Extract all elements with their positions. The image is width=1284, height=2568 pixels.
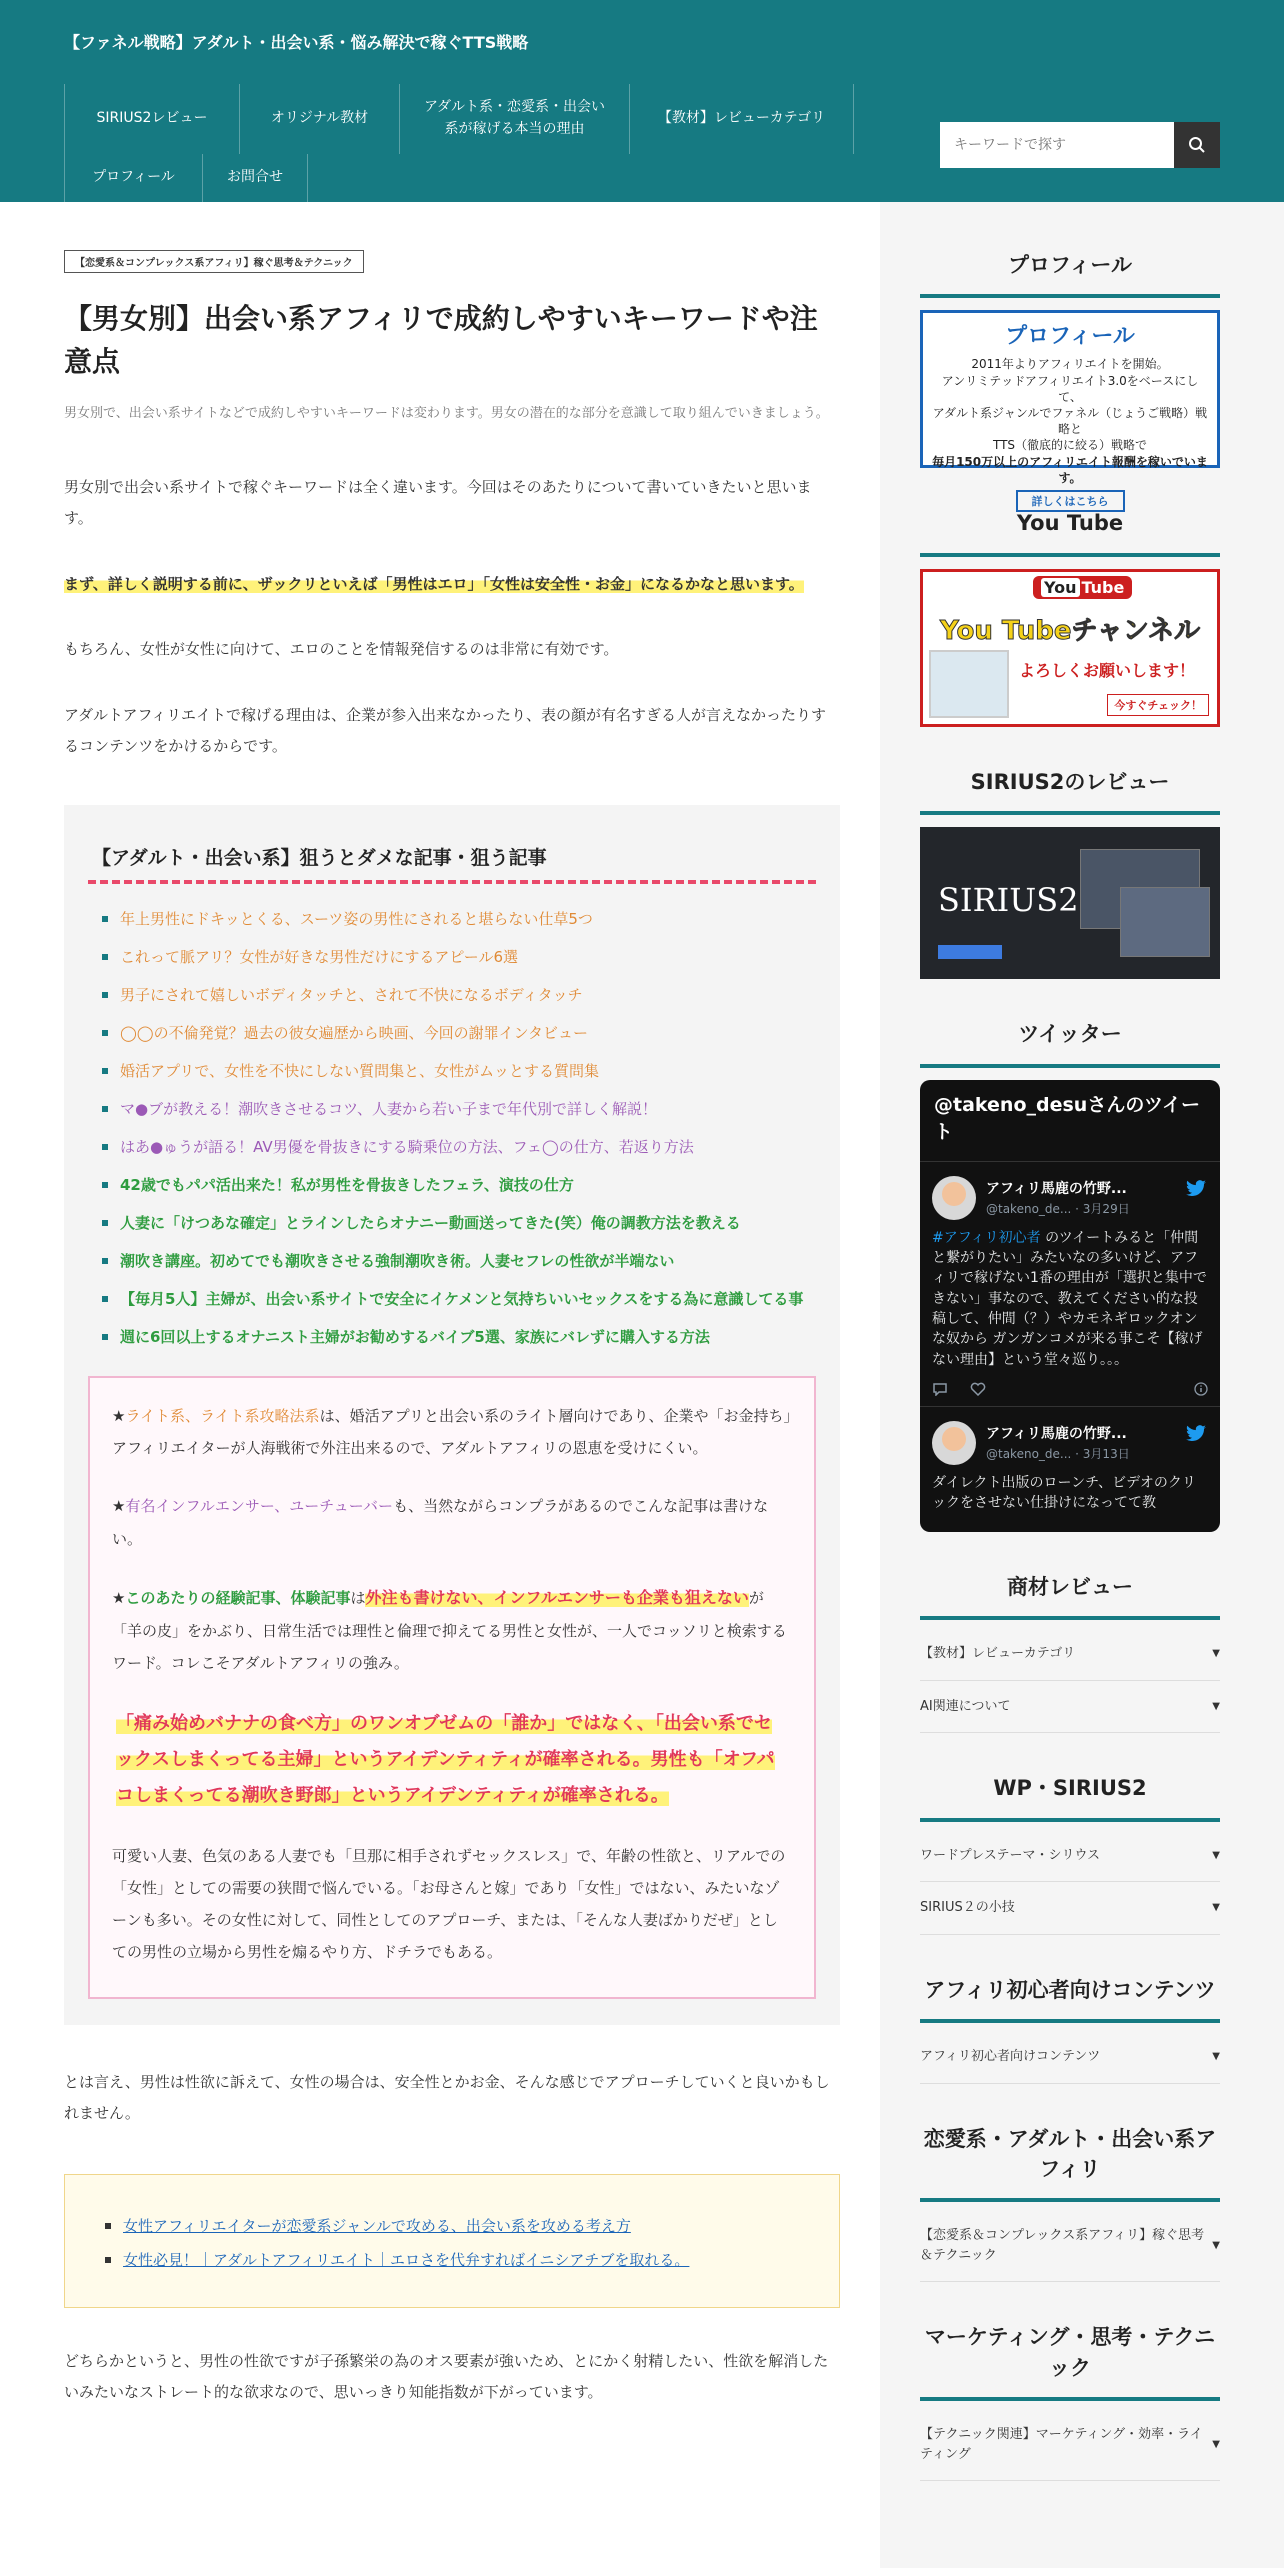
category-link[interactable]: 【恋愛系＆コンプレックス系アフィリ】稼ぐ思考＆テクニック [920, 2228, 1205, 2263]
list-item[interactable]: 【毎月5人】主婦が、出会い系サイトで安全にイケメンと気持ちいいセックスをする為に意識してる事 [102, 1280, 816, 1318]
list-item [105, 2243, 799, 2277]
paragraph-5: とは言え、男性は性欲に訴えて、女性の場合は、安全性とかお金、そんな感じでアプローチしていくと良いかもしれません。 [64, 2072, 830, 2123]
youtube-channel-title: You Tubeチャンネル [940, 615, 1200, 646]
widget-youtube [920, 508, 1220, 726]
widget-title: 商材レビュー [920, 1572, 1220, 1620]
profile-more-button[interactable]: 詳しくはこちら [1016, 490, 1125, 512]
widget-sirius [920, 767, 1220, 979]
tweet-handle: @takeno_de... · 3月13日 [986, 1447, 1130, 1462]
list-item[interactable]: 男子にされて嬉しいボディタッチと、されて不快になるボディタッチ [102, 976, 816, 1014]
site-header [0, 0, 1284, 202]
youtube-banner[interactable] [920, 569, 1220, 727]
category-link[interactable]: SIRIUS２の小技 [920, 1900, 1015, 1916]
profile-line: 2011年よりアフィリエイトを開始。 [971, 357, 1169, 372]
related-links [105, 2209, 799, 2277]
nav-row-1 [64, 84, 884, 154]
category-list [920, 2409, 1220, 2481]
list-item[interactable]: はあ●ゅうが語る！AV男優を骨抜きにする騎乗位の方法、フェ◯の仕方、若返り方法 [102, 1128, 816, 1166]
article-list-box [64, 805, 840, 2025]
category-list [920, 1628, 1220, 1733]
chevron-down-icon[interactable]: ▼ [1212, 1648, 1220, 1660]
profile-line: アンリミテッドアフィリエイト3.0をベースにして、 [941, 373, 1199, 404]
tweet-author [932, 1421, 1208, 1465]
box-title: 【アダルト・出会い系】狙うとダメな記事・狙う記事 [88, 843, 816, 884]
list-item[interactable]: ◯◯の不倫発覚？過去の彼女遍歴から映画、今回の謝罪インタビュー [102, 1014, 816, 1052]
search-button[interactable] [1174, 122, 1220, 168]
tweet-author-name[interactable]: アフィリ馬鹿の竹野... [986, 1426, 1127, 1443]
category-list [920, 2031, 1220, 2084]
widget-title: ツイッター [920, 1019, 1220, 1067]
youtube-logo-you: You [1041, 578, 1080, 597]
profile-text [931, 356, 1209, 486]
article [64, 250, 840, 2409]
list-item[interactable]: 人妻に「けつあな確定」とラインしたらオナニー動画送ってきた(笑）俺の調教方法を教える [102, 1204, 816, 1242]
widget-title: マーケティング・思考・テクニック [920, 2322, 1220, 2401]
article-link-list [88, 900, 816, 1356]
search-form [940, 122, 1220, 168]
identity-highlight: 「痛み始めバナナの食べ方」のワンオブゼムの「誰か」ではなく、「出会い系でセックスしまくってる主婦」というアイデンティティが確率される。男性も「オフパコしまくってる潮吹き野郎」というアイデンティティが確率される。 [116, 1712, 775, 1806]
explanation-text: は、婚活アプリと出会い系のライト層向けであり、企業や「お金持ち」アフィリエイターが人海戦術で外注出来るので、アダルトアフィリの恩恵を受けにくい。 [112, 1406, 792, 1458]
summary-paragraph [64, 569, 840, 601]
star-marker: ★ [112, 1497, 126, 1516]
sirius-logo: SIRIUS2 [938, 881, 1079, 920]
related-link[interactable]: 女性アフィリエイターが恋愛系ジャンルで攻める、出会い系を攻める考え方 [123, 2216, 631, 2235]
tweet-action-group [932, 1382, 986, 1396]
list-item[interactable]: 42歳でもパパ活出来た！私が男性を骨抜きしたフェラ、演技の仕方 [102, 1166, 816, 1204]
avatar [929, 650, 1009, 718]
list-item[interactable]: 婚活アプリで、女性を不快にしない質問集と、女性がムッとする質問集 [102, 1052, 816, 1090]
widget-product-review [920, 1572, 1220, 1733]
avatar[interactable] [932, 1421, 976, 1465]
global-nav [64, 84, 884, 202]
widget-beginner [920, 1975, 1220, 2084]
twitter-bird-icon[interactable] [1186, 1425, 1206, 1441]
explanation-paragraph-5: 可愛い人妻、色気のある人妻でも「旦那に相手されずセックスレス」で、年齢の性欲と、リアルでの「女性」としての需要の狭間で悩んでいる。「お母さんと嫁」であり「女性」ではない、みたいなゾーンも多い。その女性に対して、同性としてのアプローチ、または、「そんな人妻ばかりだぜ」としての男性の立場から男性を煽るやり方、ドチラでもある。 [112, 1846, 786, 1962]
list-item[interactable]: マ●ブが教える！潮吹きさせるコツ、人妻から若い子まで年代別で詳しく解説！ [102, 1090, 816, 1128]
list-item[interactable] [920, 1681, 1220, 1734]
chevron-down-icon[interactable]: ▼ [1212, 2051, 1220, 2063]
nav-item-sirius2-review[interactable]: SIRIUS2レビュー [64, 84, 239, 154]
category-list [920, 2210, 1220, 2282]
nav-row-2 [64, 154, 884, 202]
intro-paragraph: 男女別で出会い系サイトで稼ぐキーワードは全く違います。今回はそのあたりについて書いていきたいと思います。 [64, 477, 812, 528]
category-link[interactable]: ワードプレステーマ・シリウス [920, 1847, 1101, 1863]
explanation-keyword: 有名インフルエンサー、ユーチューバー [125, 1497, 394, 1516]
avatar[interactable] [932, 1176, 976, 1220]
like-icon[interactable] [970, 1382, 986, 1396]
hashtag-link[interactable]: #アフィリ初心者 [932, 1229, 1041, 1246]
list-item[interactable]: 年上男性にドキッとくる、スーツ姿の男性にされると堪らない仕草5つ [102, 900, 816, 938]
summary-highlight: まず、詳しく説明する前に、ザックリといえば「男性はエロ」「女性は安全性・お金」になるかなと思います。 [64, 574, 804, 593]
related-link[interactable]: 女性必見！｜アダルトアフィリエイト｜エロさを代弁すればイニシアチブを取れる。 [123, 2250, 690, 2269]
profile-banner[interactable] [920, 310, 1220, 508]
nav-item-review-category[interactable]: 【教材】レビューカテゴリ [629, 84, 854, 154]
sidebar [920, 250, 1220, 2521]
tweet-names [986, 1178, 1130, 1217]
identity-paragraph [112, 1706, 792, 1814]
screenshot-image [1120, 887, 1210, 957]
tweet-text: ダイレクト出版のローンチ、ビデオのクリックをさせない仕掛けになってて教 [932, 1474, 1196, 1512]
list-item[interactable]: 週に6回以上するオナニスト主婦がお勧めするバイブ5選、家族にバレずに購入する方法 [102, 1318, 816, 1356]
profile-line: アダルト系ジャンルでファネル（じょうご戦略）戦略と [932, 406, 1208, 437]
sirius-cta-shape [938, 945, 1002, 959]
chevron-down-icon[interactable]: ▼ [1212, 1849, 1220, 1861]
youtube-logo [1033, 576, 1132, 599]
tweet-actions [932, 1382, 1208, 1396]
nav-item-why-adult-earns[interactable]: アダルト系・恋愛系・出会い系が稼げる本当の理由 [399, 84, 629, 154]
chevron-down-icon[interactable]: ▼ [1212, 2240, 1220, 2252]
widget-title: 恋愛系・アダルト・出会い系アフィリ [920, 2124, 1220, 2203]
explanation-text: が「羊の皮」をかぶり、日常生活では理性と倫理で抑えてる男性と女性が、一人でコッソリと検索するワード。コレこそアダルトアフィリの強み。 [112, 1588, 787, 1673]
post-description: 男女別で、出会い系サイトなどで成約しやすいキーワードは変わります。男女の潜在的な部分を意識して取り組んでいきましょう。 [64, 405, 829, 421]
explanation-paragraph-3 [112, 1581, 792, 1680]
tweet-body: のツイートみると「仲間と繋がりたい」みたいなの多いけど、アフィリで稼げない1番の理由が「選択と集中できない」事なので、教えてください的な投稿して、仲間（？）やカモネギロックオンな奴から ガンガンコメが来る事こそ【稼げない理由】という堂々巡り。。。 [932, 1229, 1207, 1368]
widget-twitter [920, 1019, 1220, 1531]
nav-item-profile[interactable]: プロフィール [64, 154, 202, 202]
widget-title: You Tube [920, 508, 1220, 556]
youtube-check-button[interactable]: 今すぐチェック！ [1107, 694, 1209, 716]
paragraph-3: もちろん、女性が女性に向けて、エロのことを情報発信するのは非常に有効です。 [64, 640, 619, 659]
explanation-paragraph-2 [112, 1490, 792, 1555]
paragraph-4: アダルトアフィリエイトで稼げる理由は、企業が参入出来なかったり、表の顔が有名すぎる人が言えなかったりするコンテンツをかけるからです。 [64, 705, 827, 756]
tweet-author [932, 1176, 1208, 1220]
category-link[interactable]: 【テクニック関連】マーケティング・効率・ライティング [920, 2427, 1203, 2462]
widget-title: アフィリ初心者向けコンテンツ [920, 1975, 1220, 2023]
star-marker: ★ [112, 1588, 126, 1607]
info-icon[interactable] [1194, 1382, 1208, 1396]
timeline-header: @takeno_desuさんのツイート [920, 1080, 1220, 1162]
category-link[interactable]: 【教材】レビューカテゴリ [920, 1646, 1076, 1662]
chevron-down-icon[interactable]: ▼ [1212, 1700, 1220, 1712]
paragraph-6: どちらかというと、男性の性欲ですが子孫繁栄の為のオス要素が強いため、とにかく射精したい、性欲を解消したいみたいなストレート的な欲求なので、思いっきり知能指数が下がっています。 [64, 2351, 829, 2402]
youtube-logo-tube: Tube [1081, 577, 1125, 597]
site-title[interactable]: 【ファネル戦略】アダルト・出会い系・悩み解決で稼ぐTTS戦略 [64, 33, 529, 52]
tweet[interactable] [920, 1162, 1220, 1407]
widget-wp-sirius [920, 1773, 1220, 1934]
list-item [105, 2209, 799, 2243]
widget-profile [920, 250, 1220, 508]
profile-heading: プロフィール [1005, 324, 1135, 350]
category-link[interactable]: アフィリ初心者向けコンテンツ [920, 2049, 1101, 2065]
search-icon [1188, 136, 1206, 154]
twitter-bird-icon[interactable] [1186, 1180, 1206, 1196]
explanation-text: も、当然ながらコンプラがあるのでこんな記事は書けない。 [112, 1497, 769, 1548]
page-title: 【男女別】出会い系アフィリで成約しやすいキーワードや注意点 [64, 302, 818, 379]
tweet[interactable] [920, 1407, 1220, 1524]
widget-marketing [920, 2322, 1220, 2481]
chevron-down-icon[interactable]: ▼ [1212, 1902, 1220, 1914]
nav-item-original-materials[interactable]: オリジナル教材 [239, 84, 399, 154]
explanation-keyword: ライト系、ライト系攻略法系 [125, 1406, 320, 1425]
explanation-box [88, 1376, 816, 1999]
list-item[interactable] [920, 2409, 1220, 2481]
youtube-greeting: よろしくお願いします！ [1019, 660, 1196, 680]
widget-adult [920, 2124, 1220, 2283]
twitter-timeline[interactable] [920, 1080, 1220, 1532]
profile-line: 毎月150万以上のアフィリエイト報酬を稼いでいます。 [932, 454, 1208, 485]
related-links-box [64, 2174, 840, 2308]
list-item[interactable]: これって脈アリ？女性が好きな男性だけにするアピール6選 [102, 938, 816, 976]
list-item[interactable]: 潮吹き講座。初めてでも潮吹きさせる強制潮吹き術。人妻セフレの性欲が半端ない [102, 1242, 816, 1280]
reply-icon[interactable] [932, 1382, 948, 1396]
widget-title: プロフィール [920, 250, 1220, 298]
explanation-highlight: 外注も書けない、インフルエンサーも企業も狙えない [365, 1587, 749, 1607]
explanation-text: は [350, 1588, 366, 1607]
category-label[interactable]: 【恋愛系＆コンプレックス系アフィリ】稼ぐ思考＆テクニック [64, 250, 364, 273]
chevron-down-icon[interactable]: ▼ [1212, 2439, 1220, 2451]
tweet-names [986, 1423, 1130, 1462]
category-list [920, 1830, 1220, 1935]
category-link[interactable]: AI関連について [920, 1698, 1011, 1714]
list-item[interactable] [920, 2031, 1220, 2084]
list-item[interactable] [920, 1830, 1220, 1883]
list-item[interactable] [920, 1628, 1220, 1681]
list-item[interactable] [920, 2210, 1220, 2282]
widget-title: SIRIUS2のレビュー [920, 767, 1220, 815]
search-input[interactable] [940, 122, 1174, 168]
explanation-keyword: このあたりの経験記事、体験記事 [125, 1588, 351, 1607]
list-item[interactable] [920, 1882, 1220, 1935]
profile-line: TTS（徹底的に絞る）戦略で [992, 438, 1148, 453]
explanation-paragraph-1 [112, 1400, 792, 1465]
sirius-banner[interactable] [920, 827, 1220, 979]
star-marker: ★ [112, 1406, 126, 1425]
tweet-text [932, 1228, 1208, 1370]
widget-title: WP・SIRIUS2 [920, 1773, 1220, 1821]
tweet-handle: @takeno_de... · 3月29日 [986, 1202, 1130, 1217]
nav-item-contact[interactable]: お問合せ [202, 154, 308, 202]
tweet-author-name[interactable]: アフィリ馬鹿の竹野... [986, 1181, 1127, 1198]
